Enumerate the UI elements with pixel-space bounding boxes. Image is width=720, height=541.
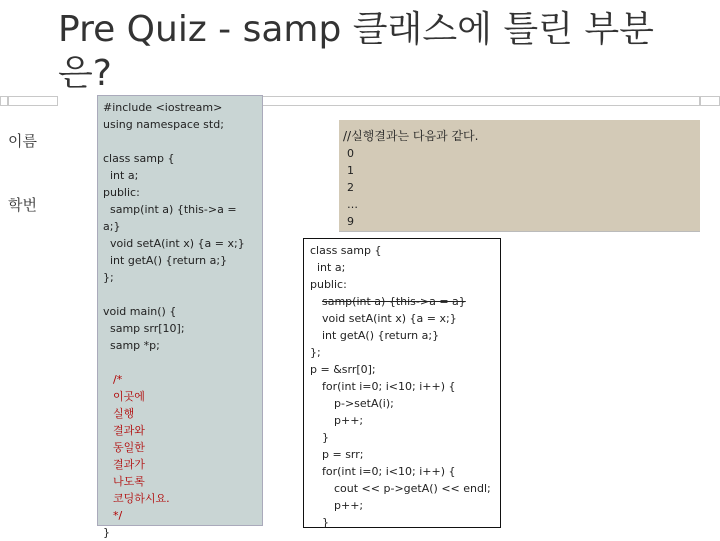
code-line: p = &srr[0]; [310, 363, 376, 376]
comment-line: 동일한 [113, 441, 145, 454]
code-line: p->setA(i); [334, 397, 394, 410]
code-line: using namespace std; [103, 118, 224, 131]
code-line: int getA() {return a;} [103, 254, 228, 267]
code-line [103, 133, 245, 150]
code-line: samp(int a) {this->a = [103, 203, 237, 216]
code-line: } [322, 431, 329, 444]
slide-title: Pre Quiz - samp 클래스에 틀린 부분은? [58, 9, 654, 94]
code-line: void setA(int x) {a = x;} [103, 237, 245, 250]
student-id-label: 학번 [8, 196, 37, 214]
code-line: }; [310, 346, 321, 359]
output-block [343, 128, 478, 230]
output-line: 9 [347, 215, 354, 228]
output-line: … [347, 198, 358, 211]
answer-code [310, 242, 496, 531]
code-line [103, 286, 245, 303]
comment-line: /* [113, 373, 123, 386]
code-line: cout << p->getA() << endl; [334, 482, 491, 495]
comment-line: 이곳에 [113, 390, 145, 403]
code-line: for(int i=0; i<10; i++) { [322, 380, 456, 393]
comment-line: 결과가 [113, 458, 145, 471]
code-line: } [322, 516, 329, 529]
code-line: public: [310, 278, 347, 291]
starter-code [103, 99, 245, 541]
comment-line: 실행 [113, 407, 135, 420]
code-line: } [103, 526, 110, 539]
code-line: p++; [334, 414, 364, 427]
code-line: p++; [334, 499, 364, 512]
code-line: class samp { [310, 244, 382, 257]
comment-line: 나도록 [113, 475, 145, 488]
output-header: //실행결과는 다음과 같다. [343, 129, 479, 143]
starter-code-panel [97, 95, 263, 539]
code-line: int a; [103, 169, 139, 182]
code-line: for(int i=0; i<10; i++) { [322, 465, 456, 478]
code-line: void main() { [103, 305, 177, 318]
code-line: public: [103, 186, 140, 199]
output-panel [339, 120, 700, 232]
code-line: samp srr[10]; [103, 322, 185, 335]
comment-line: 코딩하시요. [113, 492, 170, 505]
code-line: int a; [310, 261, 346, 274]
comment-line: */ [113, 509, 123, 522]
answer-code-panel [303, 238, 501, 528]
output-line: 2 [347, 181, 354, 194]
comment-line: 결과와 [113, 424, 145, 437]
code-line: a;} [103, 220, 121, 233]
code-line [103, 354, 245, 371]
code-line: class samp { [103, 152, 175, 165]
code-line: p = srr; [322, 448, 364, 461]
code-line-struck: samp(int a) {this->a = a} [322, 295, 466, 308]
output-line: 0 [347, 147, 354, 160]
code-line: }; [103, 271, 114, 284]
code-line: samp *p; [103, 339, 160, 352]
code-line: void setA(int x) {a = x;} [322, 312, 457, 325]
name-label: 이름 [8, 132, 37, 150]
output-line: 1 [347, 164, 354, 177]
todo-comment [103, 371, 245, 524]
code-line: #include <iostream> [103, 101, 223, 114]
code-line: int getA() {return a;} [322, 329, 440, 342]
